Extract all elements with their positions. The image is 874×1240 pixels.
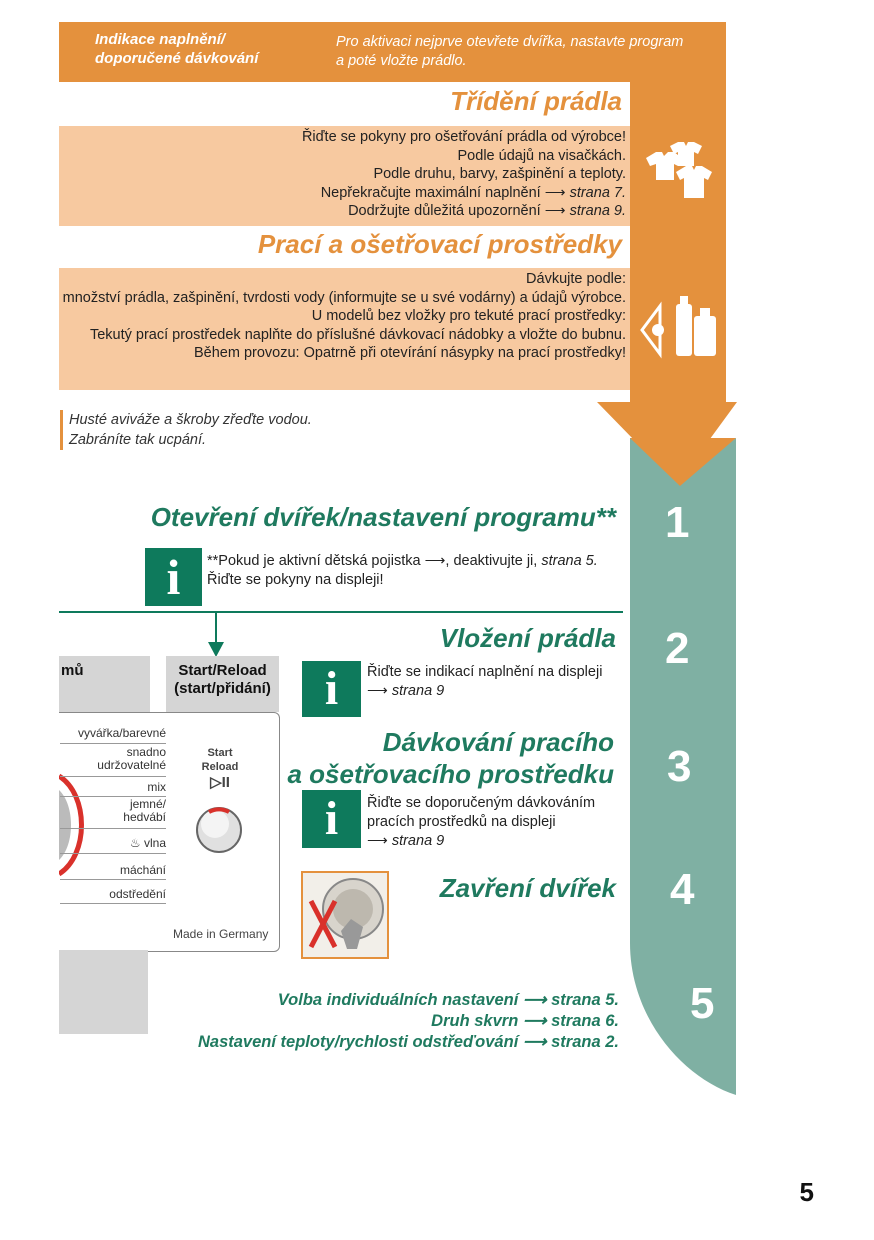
page-number: 5 xyxy=(799,1177,814,1207)
step-number-3: 3 xyxy=(667,742,692,791)
program-label: odstředění xyxy=(109,887,166,901)
step-number-4: 4 xyxy=(670,865,695,914)
info-icon: i xyxy=(145,548,202,606)
step1-info-text: **Pokud je aktivní dětská pojistka ⟶, deaktivujte ji, strana 5. Řiďte se pokyny na displeji! xyxy=(207,553,598,588)
detergent-icon xyxy=(638,292,718,362)
machine-control-panel xyxy=(59,712,280,952)
start-reload-label: Start Reload ▷II xyxy=(195,746,245,790)
sorting-text: Řiďte se pokyny pro ošetřování prádla od výrobce! Podle údajů na visačkách. Podle druhu, barvy, zašpinění a teploty. Nepřekračujte maximální naplnění ⟶ strana 7. Dodržujte důležitá upozornění ⟶ strana 9. xyxy=(301,129,626,219)
made-in-label: Made in Germany xyxy=(173,927,269,941)
section-divider xyxy=(59,611,623,613)
wool-icon: ♨ xyxy=(129,836,144,850)
grey-block xyxy=(59,950,148,1034)
header-left-text: Indikace naplnění/ doporučené dávkování xyxy=(95,31,259,67)
sorting-title: Třídění prádla xyxy=(450,86,622,116)
start-reload-tab: Start/Reload (start/přidání) xyxy=(166,656,279,712)
info-icon: i xyxy=(302,790,361,848)
step4-title: Zavření dvířek xyxy=(439,873,616,903)
step-number-5: 5 xyxy=(690,979,715,1028)
step1-title: Otevření dvířek/nastavení programu** xyxy=(150,502,616,532)
program-label: mix xyxy=(147,780,166,794)
step2-title: Vložení prádla xyxy=(439,623,616,653)
detergents-text: Dávkujte podle: množství prádla, zašpinění, tvrdosti vody (informujte se u své vodárny) a údajů výrobce. U modelů bez vložky pro tekuté prací prostředky: Tekutý prací prostředek naplňte do příslušné dávkovací nádobky a vložte do bubnu. Během provozu: Opatrně při otevírání násypky na prací prostředky! xyxy=(62,271,626,361)
program-label: ♨ vlna xyxy=(129,836,166,850)
laundry-sorting-icon xyxy=(640,140,716,204)
program-label: máchání xyxy=(119,863,166,877)
program-dial-icon xyxy=(59,770,89,880)
down-arrow-icon xyxy=(206,612,226,658)
program-tab: mů xyxy=(59,656,150,712)
info-icon: i xyxy=(302,661,361,717)
close-door-icon xyxy=(301,871,389,959)
step-number-2: 2 xyxy=(665,624,690,673)
play-pause-icon: ▷II xyxy=(210,774,230,791)
step-number-1: 1 xyxy=(665,498,690,547)
step2-info-text: Řiďte se indikací naplnění na displeji ⟶ strana 9 xyxy=(367,664,603,699)
step3-title: Dávkování pracího a ošetřovacího prostředku xyxy=(287,727,614,789)
step5-lines: Volba individuálních nastavení ⟶ strana 5. Druh skvrn ⟶ strana 6. Nastavení teploty/rychlosti odstřeďování ⟶ strana 2. xyxy=(197,991,619,1051)
program-label: snadno udržovatelné xyxy=(97,745,166,772)
start-reload-button[interactable] xyxy=(195,806,243,854)
detergents-title: Prací a ošetřovací prostředky xyxy=(257,229,622,259)
dilution-note: Husté aviváže a škroby zřeďte vodou. Zabráníte tak ucpání. xyxy=(60,410,312,450)
header-right-text: Pro aktivaci nejprve otevřete dvířka, nastavte program a poté vložte prádlo. xyxy=(336,34,684,69)
program-label: jemné/ hedvábí xyxy=(123,797,166,824)
program-label: vyvářka/barevné xyxy=(77,726,166,740)
step3-info-text: Řiďte se doporučeným dávkováním pracích prostředků na displeji ⟶ strana 9 xyxy=(367,795,596,849)
